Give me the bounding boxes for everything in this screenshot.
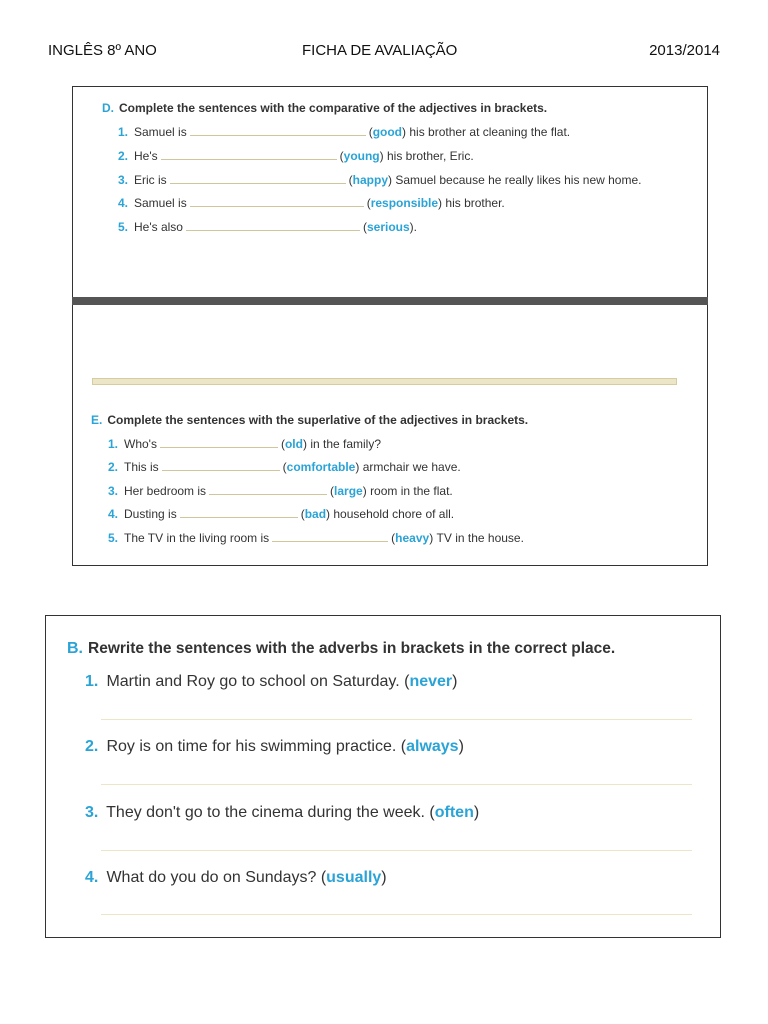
decorative-strip bbox=[92, 378, 677, 385]
d-item-3: 3. Eric is ( happy ) Samuel because he really likes his new home. bbox=[118, 173, 642, 187]
answer-blank[interactable] bbox=[161, 149, 337, 160]
exercise-box-b bbox=[45, 615, 721, 938]
d-item-5: 5. He's also ( serious ) . bbox=[118, 220, 418, 234]
section-letter: D. bbox=[102, 101, 114, 115]
e-item-2: 2. This is ( comfortable ) armchair we have. bbox=[108, 460, 461, 474]
d-item-1: 1. Samuel is ( good ) his brother at cleaning the flat. bbox=[118, 125, 571, 139]
answer-blank[interactable] bbox=[190, 196, 364, 207]
e-item-1: 1. Who's ( old ) in the family? bbox=[108, 437, 382, 451]
header-course: INGLÊS 8º ANO bbox=[48, 42, 157, 59]
section-letter: B. bbox=[67, 640, 83, 657]
e-item-4: 4. Dusting is ( bad ) household chore of all. bbox=[108, 507, 455, 521]
e-item-5: 5. The TV in the living room is ( heavy ) TV in the house. bbox=[108, 531, 524, 545]
answer-line[interactable] bbox=[101, 784, 692, 785]
answer-blank[interactable] bbox=[170, 173, 346, 184]
header-title: FICHA DE AVALIAÇÃO bbox=[302, 42, 458, 59]
section-letter: E. bbox=[91, 413, 103, 427]
section-b-instruction: B. Rewrite the sentences with the adverbs in brackets in the correct place. bbox=[67, 640, 616, 657]
b-item-4: 4. What do you do on Sundays? (usually) bbox=[85, 869, 387, 886]
answer-line[interactable] bbox=[101, 914, 692, 915]
answer-blank[interactable] bbox=[162, 460, 280, 471]
b-item-3: 3. They don't go to the cinema during the week. (often) bbox=[85, 804, 480, 821]
answer-blank[interactable] bbox=[209, 484, 327, 495]
answer-blank[interactable] bbox=[190, 125, 366, 136]
section-d-instruction: D. Complete the sentences with the comparative of the adjectives in brackets. bbox=[102, 101, 548, 115]
header-year: 2013/2014 bbox=[649, 42, 720, 59]
d-item-4: 4. Samuel is ( responsible ) his brother. bbox=[118, 196, 505, 210]
answer-line[interactable] bbox=[101, 719, 692, 720]
divider-bar bbox=[72, 297, 708, 305]
section-e-instruction: E. Complete the sentences with the superlative of the adjectives in brackets. bbox=[91, 413, 529, 427]
answer-blank[interactable] bbox=[160, 437, 278, 448]
d-item-2: 2. He's ( young ) his brother, Eric. bbox=[118, 149, 474, 163]
e-item-3: 3. Her bedroom is ( large ) room in the flat. bbox=[108, 484, 453, 498]
b-item-1: 1. Martin and Roy go to school on Saturday. (never) bbox=[85, 673, 458, 690]
b-item-2: 2. Roy is on time for his swimming practice. (always) bbox=[85, 738, 464, 755]
answer-blank[interactable] bbox=[186, 220, 360, 231]
answer-blank[interactable] bbox=[272, 531, 388, 542]
answer-line[interactable] bbox=[101, 850, 692, 851]
answer-blank[interactable] bbox=[180, 507, 298, 518]
